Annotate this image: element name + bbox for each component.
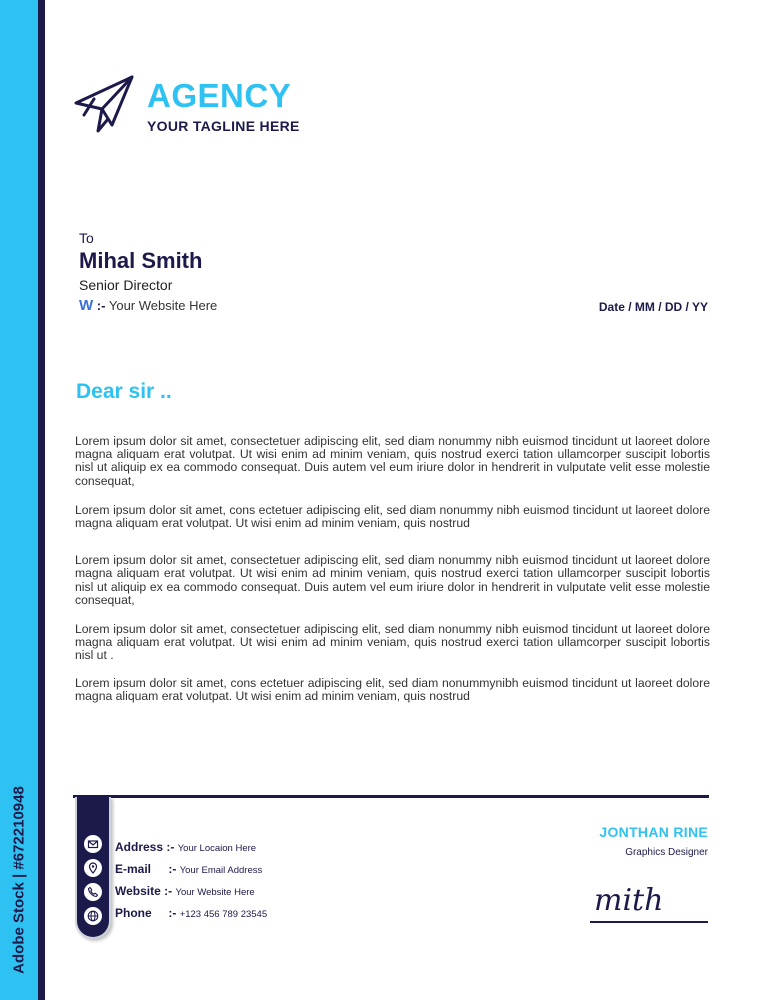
phone-icon: [84, 883, 102, 901]
recipient-title: Senior Director: [79, 277, 173, 293]
contact-separator: :-: [168, 906, 177, 920]
contact-icon-strip: [75, 797, 111, 939]
recipient-name: Mihal Smith: [79, 248, 203, 273]
brand-tagline: YOUR TAGLINE HERE: [147, 118, 300, 134]
contact-value: Your Locaion Here: [177, 843, 257, 854]
globe-icon: [84, 907, 102, 925]
stock-watermark: [4, 765, 34, 995]
body-paragraph: Lorem ipsum dolor sit amet, cons ectetuer adipiscing elit, sed diam nonummynibh euismod tincidunt ut laoreet dolore magna aliquam erat volutpat. Ut wisi enim ad minim veniam, quis nostrud: [75, 675, 710, 703]
envelope-icon: [84, 835, 102, 853]
signer-name: JONTHAN RINE: [599, 824, 708, 840]
contact-address: [115, 840, 256, 854]
website-value: Your Website Here: [108, 298, 218, 313]
contact-phone: [115, 906, 267, 920]
signature-text: mith: [594, 883, 664, 918]
body-paragraph: Lorem ipsum dolor sit amet, consectetuer adipiscing elit, sed diam nonummy nibh euismod tincidunt ut laoreet dolore magna aliquam erat volutpat. Ut wisi enim ad minim veniam, quis nostrud exerci tation ullamcorper suscipit lobortis nisl ut aliquip ex ea commodo consequat. Duis autem vel eum iriure dolor in hendrerit in vulputate velit esse molestie consequat,: [75, 434, 710, 488]
contact-email: [115, 862, 262, 876]
contact-separator: :-: [164, 884, 173, 898]
paper-plane-icon: [72, 75, 136, 135]
contact-label: Website: [115, 884, 161, 898]
left-dark-stripe: [38, 0, 45, 1000]
contact-value: +123 456 789 23545: [179, 909, 268, 920]
contact-label: E-mail: [115, 862, 152, 876]
to-label: To: [79, 230, 94, 246]
brand-name: AGENCY: [147, 77, 292, 114]
body-paragraph: Lorem ipsum dolor sit amet, consectetuer adipiscing elit, sed diam nonummy nibh euismod tincidunt ut laoreet dolore magna aliquam erat volutpat. Ut wisi enim ad minim veniam, quis nostrud exerci tation ullamcorper suscipit lobortis nisl ut aliquip ex ea commodo consequat. Duis autem vel eum iriure dolor in hendrerit in vulputate velit esse molestie consequat,: [75, 553, 710, 607]
contact-separator: :-: [168, 862, 177, 876]
contact-value: Your Website Here: [175, 887, 255, 898]
stock-watermark-text: Adobe Stock | #672210948: [10, 786, 28, 974]
website-separator: :-: [96, 298, 106, 313]
body-paragraph: Lorem ipsum dolor sit amet, cons ectetuer adipiscing elit, sed diam nonummy nibh euismod tincidunt ut laoreet dolore magna aliquam erat volutpat. Ut wisi enim ad minim veniam, quis nostrud: [75, 502, 710, 531]
website-prefix: W: [79, 297, 94, 314]
contact-website: [115, 884, 255, 898]
recipient-website: [79, 297, 217, 314]
letter-date: Date / MM / DD / YY: [598, 300, 708, 314]
contact-separator: :-: [166, 840, 175, 854]
contact-value: Your Email Address: [179, 865, 263, 876]
contact-label: Address: [115, 840, 164, 854]
body-paragraph: Lorem ipsum dolor sit amet, consectetuer adipiscing elit, sed diam nonummy nibh euismod tincidunt ut laoreet dolore magna aliquam erat volutpat. Ut wisi enim ad minim veniam, quis nostrud exerci tation ullamcorper suscipit lobortis nisl ut .: [75, 622, 710, 663]
letter-body: [75, 435, 710, 719]
signature: [588, 878, 710, 928]
signer-role: Graphics Designer: [625, 847, 708, 858]
greeting: Dear sir ..: [76, 380, 172, 403]
location-pin-icon: [84, 859, 102, 877]
footer-divider: [73, 795, 709, 798]
contact-label: Phone: [115, 906, 152, 920]
